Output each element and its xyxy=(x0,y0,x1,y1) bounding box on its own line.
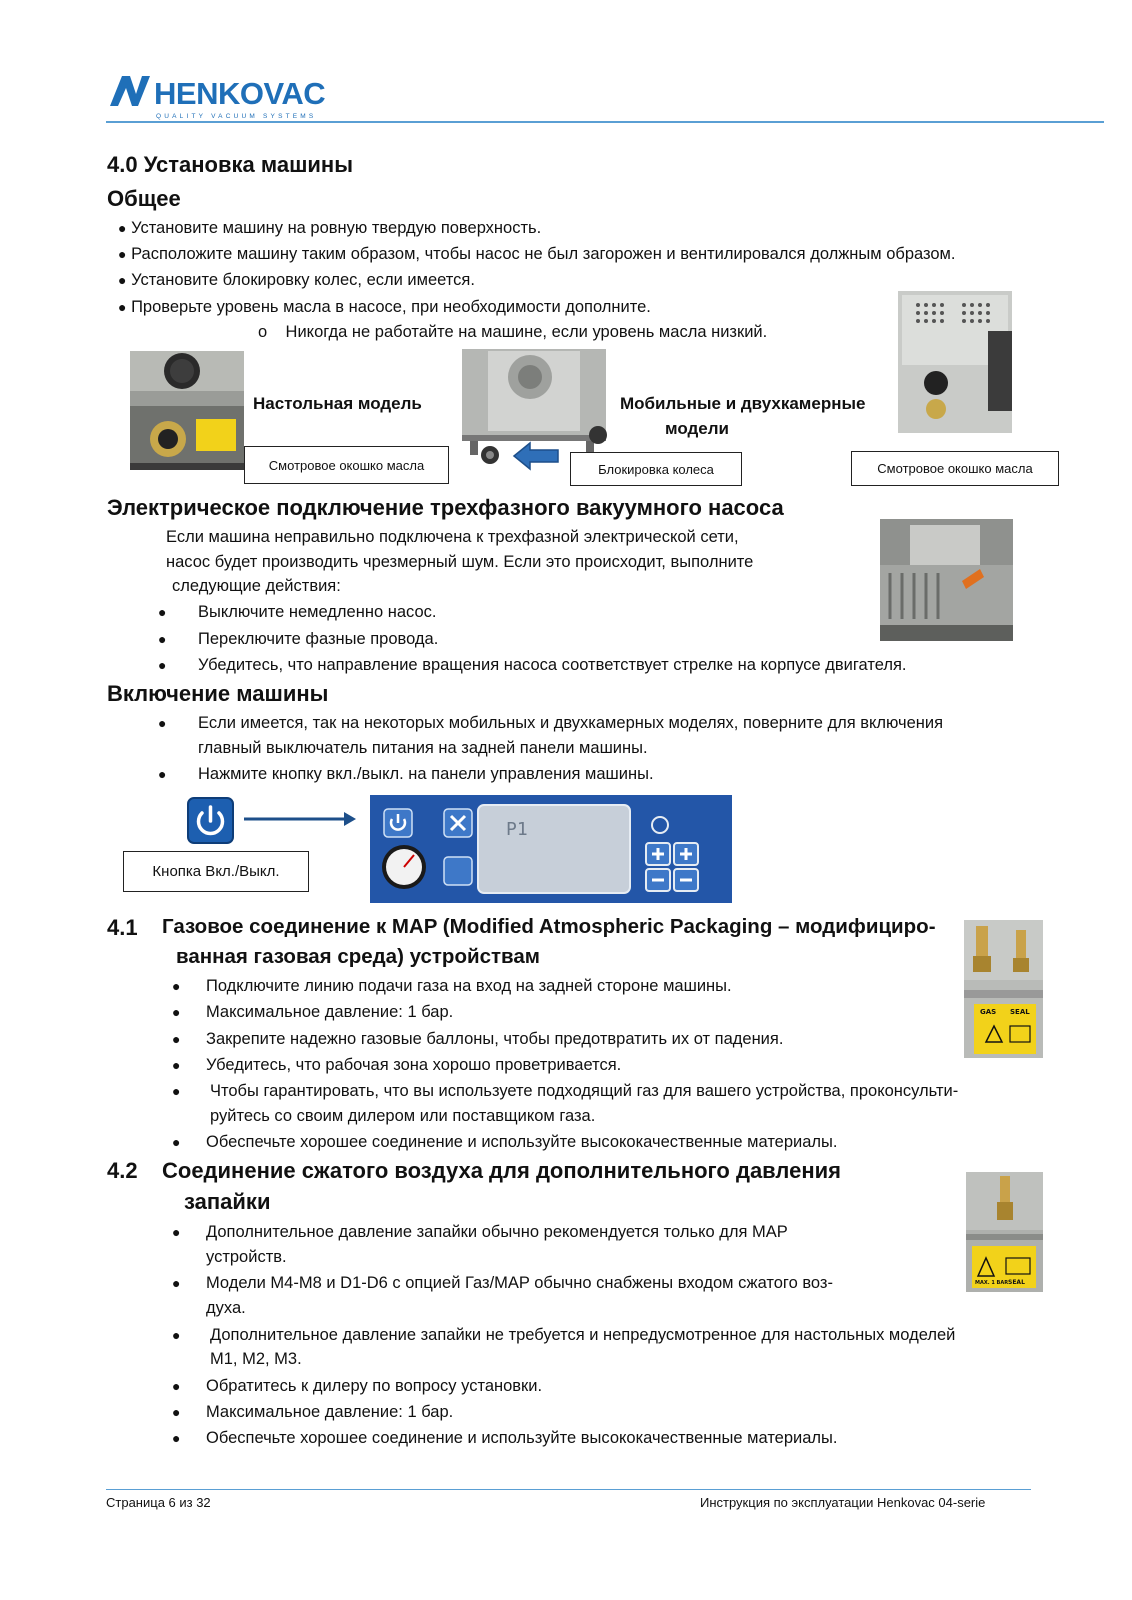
sub-list-item: o Никогда не работайте на машине, если уровень масла низкий. xyxy=(258,323,768,341)
panel-display-program: P1 xyxy=(506,819,528,840)
list-item-text: Убедитесь, что рабочая зона хорошо проветривается. xyxy=(206,1056,622,1074)
footer-page-number: Страница 6 из 32 xyxy=(106,1495,211,1510)
list-item-text: Модели M4-M8 и D1-D6 с опцией Газ/MAP обычно снабжены входом сжатого воз- xyxy=(206,1274,833,1292)
header-rule xyxy=(106,121,1104,123)
list-item-text: руйтесь со своим дилером или поставщиком газа. xyxy=(210,1107,596,1125)
list-item-text: Закрепите надежно газовые баллоны, чтобы предотвратить их от падения. xyxy=(206,1030,784,1048)
list-item: ● Расположите машину таким образом, чтобы насос не был загорожен и вентилировался должным образом. xyxy=(118,245,956,263)
henkovac-logo xyxy=(108,66,338,126)
list-item: ● xyxy=(172,1430,181,1446)
paragraph-line: насос будет производить чрезмерный шум. Если это происходит, выполните xyxy=(166,553,754,571)
list-item-text: устройств. xyxy=(206,1248,287,1266)
oil-window-photo-mobile-model xyxy=(898,291,1012,433)
list-item: ● xyxy=(158,766,167,782)
list-item-text: Чтобы гарантировать, что вы используете подходящий газ для вашего устройства, проконсульти- xyxy=(210,1082,959,1100)
list-item-text: Подключите линию подачи газа на вход на задней стороне машины. xyxy=(206,977,732,995)
list-item-text: Дополнительное давление запайки обычно рекомендуется только для MAP xyxy=(206,1223,788,1241)
list-item: ● xyxy=(158,631,167,647)
label-mobile-models-2: модели xyxy=(665,419,730,438)
section-number-4-2: 4.2 xyxy=(107,1158,138,1183)
section-title-power-on: Включение машины xyxy=(107,681,329,706)
arrow-right-icon xyxy=(242,809,358,829)
list-item: ● xyxy=(172,1327,181,1343)
section-title-electrical: Электрическое подключение трехфазного вакуумного насоса xyxy=(107,495,784,520)
seal-label-text: SEAL xyxy=(1010,1008,1030,1016)
list-item-text: Обеспечьте хорошее соединение и используйте высококачественные материалы. xyxy=(206,1429,838,1447)
section-title-4-1-line1: Газовое соединение к MAP (Modified Atmospheric Packaging – модифициро- xyxy=(162,915,936,938)
section-title-4-1-line2: ванная газовая среда) устройствам xyxy=(176,945,540,968)
list-item-text: Выключите немедленно насос. xyxy=(198,603,437,621)
footer-rule xyxy=(106,1489,1031,1490)
arrow-left-icon xyxy=(512,441,560,471)
list-item: ● xyxy=(158,715,167,731)
list-item: ● xyxy=(172,1031,181,1047)
caption-oil-window-1: Смотровое окошко масла xyxy=(244,446,449,484)
gas-connector-photo xyxy=(964,920,1043,1058)
power-button-icon xyxy=(187,797,234,844)
list-item-text: Дополнительное давление запайки не требуется и непредусмотренное для настольных моделей xyxy=(210,1326,956,1344)
list-item-text: M1, M2, M3. xyxy=(210,1350,302,1368)
list-item: ● xyxy=(172,1275,181,1291)
list-item-text: Обеспечьте хорошее соединение и используйте высококачественные материалы. xyxy=(206,1133,838,1151)
section-title-4-0: 4.0 Установка машины xyxy=(107,152,354,177)
section-title-4-2-line1: Соединение сжатого воздуха для дополнительного давления xyxy=(162,1158,841,1183)
list-item: ● Установите блокировку колес, если имеется. xyxy=(118,271,475,289)
logo-text: HENKOVAC xyxy=(154,76,326,111)
label-mobile-models-1: Мобильные и двухкамерные xyxy=(620,394,866,413)
section-number-4-1: 4.1 xyxy=(107,915,138,940)
pump-motor-photo xyxy=(880,519,1013,641)
footer-document-title: Инструкция по эксплуатации Henkovac 04-serie xyxy=(700,1495,986,1510)
list-item-text: Обратитесь к дилеру по вопросу установки. xyxy=(206,1377,543,1395)
oil-window-photo-table-model xyxy=(130,351,244,470)
list-item: ● xyxy=(172,978,181,994)
caption-power-button: Кнопка Вкл./Выкл. xyxy=(123,851,309,892)
paragraph-line: Если машина неправильно подключена к трехфазной электрической сети, xyxy=(166,528,739,546)
caption-wheel-lock: Блокировка колеса xyxy=(570,452,742,486)
logo-tagline: QUALITY VACUUM SYSTEMS xyxy=(156,113,317,120)
list-item: ● xyxy=(172,1404,181,1420)
list-item: ● Проверьте уровень масла в насосе, при необходимости дополните. xyxy=(118,298,651,316)
air-connector-photo xyxy=(966,1172,1043,1292)
list-item-text: Переключите фазные провода. xyxy=(198,630,439,648)
max-bar-label-text: MAX. 1 BAR xyxy=(975,1280,1009,1286)
list-item: ● xyxy=(158,657,167,673)
list-item-text: Максимальное давление: 1 бар. xyxy=(206,1403,454,1421)
list-item: ● xyxy=(172,1224,181,1240)
list-item: ● Установите машину на ровную твердую поверхность. xyxy=(118,219,542,237)
gas-label-text: GAS xyxy=(980,1008,997,1016)
paragraph-line: следующие действия: xyxy=(172,577,341,595)
list-item-text: главный выключатель питания на задней панели машины. xyxy=(198,739,648,757)
list-item-text: Максимальное давление: 1 бар. xyxy=(206,1003,454,1021)
list-item: ● xyxy=(172,1134,181,1150)
seal-label-text: SEAL xyxy=(1008,1279,1025,1286)
list-item-text: духа. xyxy=(206,1299,246,1317)
list-item: ● xyxy=(172,1004,181,1020)
subsection-general: Общее xyxy=(107,186,181,211)
control-panel-photo xyxy=(370,795,732,903)
list-item-text: Нажмите кнопку вкл./выкл. на панели управления машины. xyxy=(198,765,654,783)
list-item: ● xyxy=(172,1083,181,1099)
list-item: ● xyxy=(172,1057,181,1073)
caption-oil-window-2: Смотровое окошко масла xyxy=(851,451,1059,486)
list-item-text: Если имеется, так на некоторых мобильных и двухкамерных моделях, поверните для включения xyxy=(198,714,944,732)
list-item: ● xyxy=(172,1378,181,1394)
label-table-model: Настольная модель xyxy=(253,394,422,413)
list-item-text: Убедитесь, что направление вращения насоса соответствует стрелке на корпусе двигателя. xyxy=(198,656,907,674)
section-title-4-2-line2: запайки xyxy=(184,1189,271,1214)
list-item: ● xyxy=(158,604,167,620)
